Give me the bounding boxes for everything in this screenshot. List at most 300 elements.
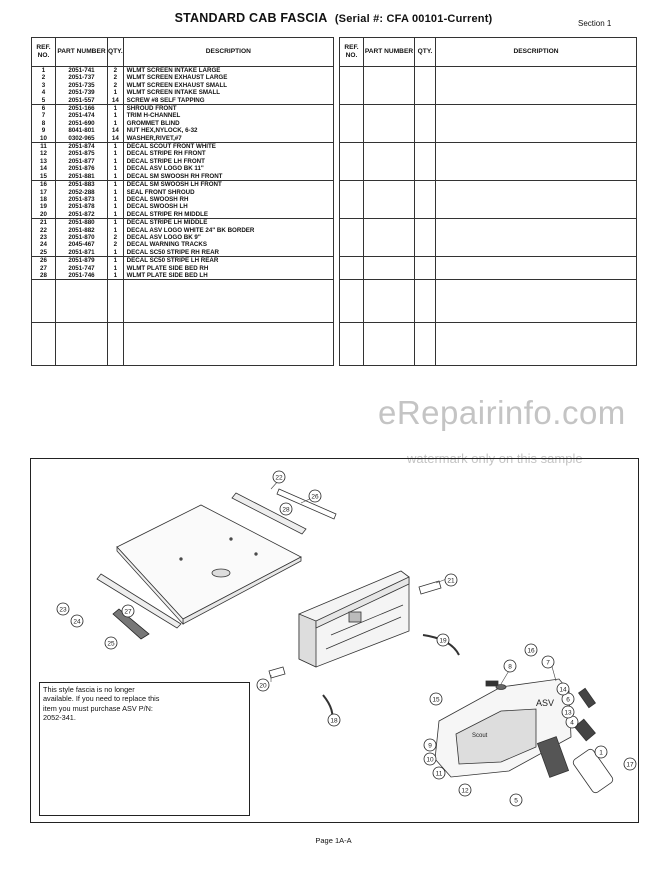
col-qty: QTY.	[108, 38, 124, 67]
description-cell: WLMT SCREEN EXHAUST SMALL	[123, 82, 333, 89]
front-shroud-seal	[572, 748, 615, 795]
part-number-cell	[364, 218, 415, 226]
part-number-cell: 2051-741	[56, 67, 108, 75]
qty-cell	[415, 203, 436, 210]
svg-text:12: 12	[461, 787, 469, 795]
qty-cell: 1	[108, 211, 124, 219]
ref-no-cell	[32, 323, 56, 366]
svg-text:21: 21	[447, 577, 455, 585]
ref-no-cell	[340, 279, 364, 322]
qty-cell	[415, 112, 436, 119]
qty-cell	[415, 120, 436, 127]
description-cell	[436, 256, 637, 264]
svg-text:17: 17	[626, 761, 634, 769]
callout-27	[122, 605, 134, 617]
callout-21	[445, 574, 457, 586]
qty-cell: 2	[108, 82, 124, 89]
ref-no-cell	[340, 104, 364, 112]
part-number-cell	[364, 74, 415, 81]
serial-range: (Serial #: CFA 00101-Current)	[334, 13, 493, 25]
page-number: Page 1A-A	[315, 836, 352, 845]
ref-no-cell: 28	[32, 272, 56, 280]
qty-cell	[108, 323, 124, 366]
description-cell	[436, 112, 637, 119]
ref-no-cell: 13	[32, 158, 56, 165]
qty-cell	[415, 241, 436, 248]
svg-text:16: 16	[527, 647, 535, 655]
table-row	[32, 143, 334, 151]
callout-14	[557, 683, 569, 695]
description-cell	[436, 322, 637, 365]
scout-decal: Scout	[472, 733, 488, 739]
qty-cell: 1	[108, 189, 124, 196]
qty-cell	[415, 67, 436, 75]
table-row	[340, 150, 637, 157]
ref-no-cell	[340, 165, 364, 172]
ref-no-cell: 23	[32, 234, 56, 241]
watermark-subtext: watermark only on this sample	[407, 451, 583, 466]
qty-cell	[108, 280, 124, 323]
table-row	[32, 181, 334, 189]
part-number-cell: 2051-880	[56, 219, 108, 227]
qty-cell: 1	[108, 150, 124, 157]
qty-cell: 1	[108, 249, 124, 257]
svg-text:28: 28	[282, 506, 290, 514]
table-row	[340, 142, 637, 150]
table-row	[340, 226, 637, 233]
part-number-cell: 2045-467	[56, 241, 108, 248]
part-number-cell	[364, 272, 415, 280]
description-cell	[436, 241, 637, 248]
description-cell	[436, 234, 637, 241]
qty-cell: 2	[108, 234, 124, 241]
description-cell	[436, 127, 637, 134]
description-cell	[436, 248, 637, 256]
part-number-cell: 2051-878	[56, 203, 108, 210]
ref-no-cell: 10	[32, 135, 56, 143]
qty-cell: 1	[108, 196, 124, 203]
part-number-cell	[364, 135, 415, 143]
callout-24	[71, 615, 83, 627]
qty-cell	[415, 180, 436, 188]
col-qty: QTY.	[415, 38, 436, 67]
table-row	[340, 188, 637, 195]
table-row	[340, 82, 637, 89]
description-cell: DECAL ASV LOGO BK 11"	[123, 165, 333, 172]
stripe-decal-21	[419, 581, 441, 594]
ref-no-cell: 1	[32, 67, 56, 75]
callout-12	[459, 784, 471, 796]
qty-cell	[415, 135, 436, 143]
table-row	[340, 203, 637, 210]
parts-table-left	[31, 37, 334, 366]
ref-no-cell: 5	[32, 97, 56, 105]
part-number-cell: 2051-876	[56, 165, 108, 172]
qty-cell: 14	[108, 127, 124, 134]
part-number-cell	[364, 165, 415, 172]
stripe-decal-20	[269, 667, 285, 678]
ref-no-cell: 17	[32, 189, 56, 196]
table-row	[340, 264, 637, 271]
callout-20	[257, 679, 269, 691]
qty-cell	[415, 127, 436, 134]
table-row	[340, 180, 637, 188]
description-cell	[436, 165, 637, 172]
description-cell: WLMT SCREEN EXHAUST LARGE	[123, 74, 333, 81]
part-number-cell: 2051-739	[56, 89, 108, 96]
part-number-cell: 2051-883	[56, 181, 108, 189]
ref-no-cell	[340, 74, 364, 81]
description-cell	[436, 82, 637, 89]
qty-cell: 14	[108, 135, 124, 143]
table-row	[32, 272, 334, 280]
qty-cell	[415, 226, 436, 233]
ref-no-cell: 21	[32, 219, 56, 227]
table-row	[32, 89, 334, 96]
description-cell: GROMMET BLIND	[123, 120, 333, 127]
qty-cell: 1	[108, 165, 124, 172]
callout-22	[273, 471, 285, 483]
table-row	[340, 279, 637, 322]
ref-no-cell: 15	[32, 173, 56, 181]
table-row	[340, 104, 637, 112]
ref-no-cell	[340, 226, 364, 233]
ref-no-cell: 4	[32, 89, 56, 96]
part-number-cell: 2052-288	[56, 189, 108, 196]
ref-no-cell: 14	[32, 165, 56, 172]
part-number-cell: 2051-879	[56, 257, 108, 265]
ref-no-cell: 12	[32, 150, 56, 157]
callout-8	[504, 660, 516, 672]
description-cell: WLMT SCREEN INTAKE SMALL	[123, 89, 333, 96]
part-number-cell	[364, 97, 415, 105]
col-ref-no: REF. NO.	[340, 38, 364, 67]
part-number-cell: 2051-746	[56, 272, 108, 280]
ref-no-cell: 11	[32, 143, 56, 151]
svg-text:5: 5	[514, 797, 518, 805]
description-cell: DECAL WARNING TRACKS	[123, 241, 333, 248]
table-row	[32, 257, 334, 265]
qty-cell: 14	[108, 97, 124, 105]
table-row	[340, 158, 637, 165]
description-cell	[436, 104, 637, 112]
qty-cell	[415, 256, 436, 264]
qty-cell: 1	[108, 227, 124, 234]
qty-cell: 1	[108, 265, 124, 272]
part-number-cell	[364, 82, 415, 89]
description-cell	[436, 279, 637, 322]
part-number-cell	[364, 203, 415, 210]
ref-no-cell	[340, 67, 364, 75]
ref-no-cell	[340, 188, 364, 195]
table-row	[32, 280, 334, 323]
table-row	[340, 272, 637, 280]
ref-no-cell	[340, 248, 364, 256]
qty-cell: 1	[108, 203, 124, 210]
table-row	[340, 322, 637, 365]
description-cell: DECAL SCOUT FRONT WHITE	[123, 143, 333, 151]
part-number-cell: 2051-690	[56, 120, 108, 127]
svg-text:13: 13	[564, 709, 572, 717]
ref-no-cell	[340, 256, 364, 264]
ref-no-cell	[340, 172, 364, 180]
description-cell	[436, 210, 637, 218]
qty-cell	[415, 279, 436, 322]
callout-13	[562, 706, 574, 718]
ref-no-cell	[340, 210, 364, 218]
table-row	[340, 74, 637, 81]
table-row	[340, 241, 637, 248]
qty-cell	[415, 322, 436, 365]
cab-fascia-body	[299, 571, 409, 667]
ref-no-cell	[340, 218, 364, 226]
description-cell	[436, 264, 637, 271]
qty-cell	[415, 97, 436, 105]
col-description: DESCRIPTION	[436, 38, 637, 67]
table-row	[32, 105, 334, 113]
table-row	[340, 172, 637, 180]
part-number-cell	[364, 150, 415, 157]
part-number-cell: 2051-871	[56, 249, 108, 257]
qty-cell: 2	[108, 74, 124, 81]
watermark-text: eRepairinfo.com	[378, 394, 626, 431]
svg-text:19: 19	[439, 637, 447, 645]
table-row	[32, 82, 334, 89]
note-text: This style fascia is no longer available. If you need to replace this item you must purchase ASV P/N: 2052-341.	[43, 685, 160, 722]
ref-no-cell: 9	[32, 127, 56, 134]
svg-text:1: 1	[599, 749, 603, 757]
part-number-cell	[364, 264, 415, 271]
intake-screen-large	[537, 737, 568, 778]
svg-text:22: 22	[275, 474, 283, 482]
qty-cell	[415, 142, 436, 150]
qty-cell: 1	[108, 89, 124, 96]
description-cell	[123, 323, 333, 366]
part-number-cell: 0302-965	[56, 135, 108, 143]
part-number-cell	[364, 158, 415, 165]
table-row	[32, 112, 334, 119]
ref-no-cell	[340, 322, 364, 365]
col-description: DESCRIPTION	[123, 38, 333, 67]
part-number-cell	[56, 323, 108, 366]
description-cell: DECAL SWOOSH RH	[123, 196, 333, 203]
qty-cell: 2	[108, 67, 124, 75]
exploded-parts-diagram	[30, 458, 639, 823]
svg-text:18: 18	[330, 717, 338, 725]
part-number-cell	[364, 234, 415, 241]
description-cell	[436, 142, 637, 150]
callout-17	[624, 758, 636, 770]
part-number-cell	[364, 322, 415, 365]
callout-7	[542, 656, 554, 668]
part-number-cell: 2051-557	[56, 97, 108, 105]
part-number-cell: 2051-873	[56, 196, 108, 203]
qty-cell: 1	[108, 143, 124, 151]
description-cell: DECAL SWOOSH LH	[123, 203, 333, 210]
svg-text:26: 26	[311, 493, 319, 501]
part-number-cell	[364, 172, 415, 180]
table-row	[32, 120, 334, 127]
parts-table-right	[339, 37, 637, 366]
qty-cell: 1	[108, 272, 124, 280]
description-cell: TRIM H-CHANNEL	[123, 112, 333, 119]
part-number-cell	[364, 142, 415, 150]
ref-no-cell	[340, 272, 364, 280]
table-row	[340, 218, 637, 226]
ref-no-cell	[340, 264, 364, 271]
ref-no-cell: 19	[32, 203, 56, 210]
part-number-cell: 2051-166	[56, 105, 108, 113]
ref-no-cell: 3	[32, 82, 56, 89]
qty-cell	[415, 272, 436, 280]
qty-cell	[415, 82, 436, 89]
ref-no-cell	[340, 127, 364, 134]
description-cell	[436, 67, 637, 75]
part-number-cell: 2051-882	[56, 227, 108, 234]
svg-text:10: 10	[426, 756, 434, 764]
callout-9	[424, 739, 436, 751]
table-row	[32, 158, 334, 165]
description-cell: NUT HEX,NYLOCK, 6-32	[123, 127, 333, 134]
callout-19	[437, 634, 449, 646]
part-number-cell: 2051-872	[56, 211, 108, 219]
description-cell	[436, 203, 637, 210]
ref-no-cell: 22	[32, 227, 56, 234]
ref-no-cell	[340, 180, 364, 188]
ref-no-cell	[340, 158, 364, 165]
description-cell	[436, 196, 637, 203]
qty-cell: 1	[108, 112, 124, 119]
description-cell	[436, 74, 637, 81]
ref-no-cell: 20	[32, 211, 56, 219]
ref-no-cell	[340, 112, 364, 119]
qty-cell	[415, 172, 436, 180]
description-cell	[436, 158, 637, 165]
description-cell	[123, 280, 333, 323]
table-row	[32, 227, 334, 234]
table-row	[32, 211, 334, 219]
svg-text:20: 20	[259, 682, 267, 690]
part-number-cell	[364, 196, 415, 203]
table-row	[32, 196, 334, 203]
callout-28	[280, 503, 292, 515]
qty-cell	[415, 158, 436, 165]
callout-15	[430, 693, 442, 705]
qty-cell	[415, 74, 436, 81]
table-row	[340, 234, 637, 241]
description-cell	[436, 97, 637, 105]
description-cell: WLMT PLATE SIDE BED LH	[123, 272, 333, 280]
description-cell: DECAL SC50 STRIPE LH REAR	[123, 257, 333, 265]
description-cell: WLMT PLATE SIDE BED RH	[123, 265, 333, 272]
part-number-cell	[364, 180, 415, 188]
part-number-cell	[56, 280, 108, 323]
table-row	[32, 234, 334, 241]
col-ref-no: REF. NO.	[32, 38, 56, 67]
part-number-cell	[364, 127, 415, 134]
ref-no-cell: 24	[32, 241, 56, 248]
qty-cell	[415, 218, 436, 226]
description-cell: DECAL SC50 STRIPE RH REAR	[123, 249, 333, 257]
description-cell	[436, 172, 637, 180]
table-row	[32, 67, 334, 75]
svg-text:14: 14	[559, 686, 567, 694]
description-cell	[436, 272, 637, 280]
qty-cell	[415, 165, 436, 172]
table-row	[32, 135, 334, 143]
description-cell: DECAL ASV LOGO BK 9"	[123, 234, 333, 241]
ref-no-cell	[340, 196, 364, 203]
part-number-cell: 2051-877	[56, 158, 108, 165]
qty-cell	[415, 89, 436, 96]
table-row	[340, 196, 637, 203]
svg-text:9: 9	[428, 742, 432, 750]
callout-10	[424, 753, 436, 765]
qty-cell: 1	[108, 219, 124, 227]
qty-cell	[415, 188, 436, 195]
table-row	[32, 249, 334, 257]
callout-26	[309, 490, 321, 502]
description-cell: SCREW #8 SELF TAPPING	[123, 97, 333, 105]
table-row	[32, 165, 334, 172]
svg-text:27: 27	[124, 608, 132, 616]
ref-no-cell	[340, 150, 364, 157]
part-number-cell: 8041-801	[56, 127, 108, 134]
ref-no-cell	[340, 82, 364, 89]
part-number-cell: 2051-881	[56, 173, 108, 181]
table-row	[340, 89, 637, 96]
table-row	[32, 74, 334, 81]
table-row	[340, 210, 637, 218]
ref-no-cell: 18	[32, 196, 56, 203]
svg-text:11: 11	[435, 770, 443, 778]
ref-no-cell: 8	[32, 120, 56, 127]
ref-no-cell: 2	[32, 74, 56, 81]
col-part-number: PART NUMBER	[364, 38, 415, 67]
description-cell	[436, 180, 637, 188]
callout-1	[595, 746, 607, 758]
qty-cell: 1	[108, 173, 124, 181]
col-part-number: PART NUMBER	[56, 38, 108, 67]
part-number-cell: 2051-747	[56, 265, 108, 272]
table-row	[32, 173, 334, 181]
h-channel-trim	[579, 688, 596, 707]
part-number-cell	[364, 226, 415, 233]
description-cell: DECAL STRIPE LH MIDDLE	[123, 219, 333, 227]
description-cell	[436, 218, 637, 226]
description-cell: DECAL SM SWOOSH RH FRONT	[123, 173, 333, 181]
part-number-cell	[364, 67, 415, 75]
part-number-cell: 2051-874	[56, 143, 108, 151]
description-cell: SHROUD FRONT	[123, 105, 333, 113]
description-cell: DECAL ASV LOGO WHITE 24" BK BORDER	[123, 227, 333, 234]
ref-no-cell	[340, 241, 364, 248]
description-cell	[436, 150, 637, 157]
asv-logo-decal: ASV	[536, 698, 555, 708]
section-label: Section 1	[578, 19, 612, 28]
qty-cell	[415, 210, 436, 218]
qty-cell: 1	[108, 120, 124, 127]
description-cell: DECAL STRIPE RH FRONT	[123, 150, 333, 157]
svg-text:23: 23	[59, 606, 67, 614]
description-cell	[436, 89, 637, 96]
table-row	[32, 241, 334, 248]
part-number-cell	[364, 112, 415, 119]
ref-no-cell	[340, 89, 364, 96]
description-cell	[436, 188, 637, 195]
ref-no-cell	[340, 203, 364, 210]
description-cell: DECAL SM SWOOSH LH FRONT	[123, 181, 333, 189]
